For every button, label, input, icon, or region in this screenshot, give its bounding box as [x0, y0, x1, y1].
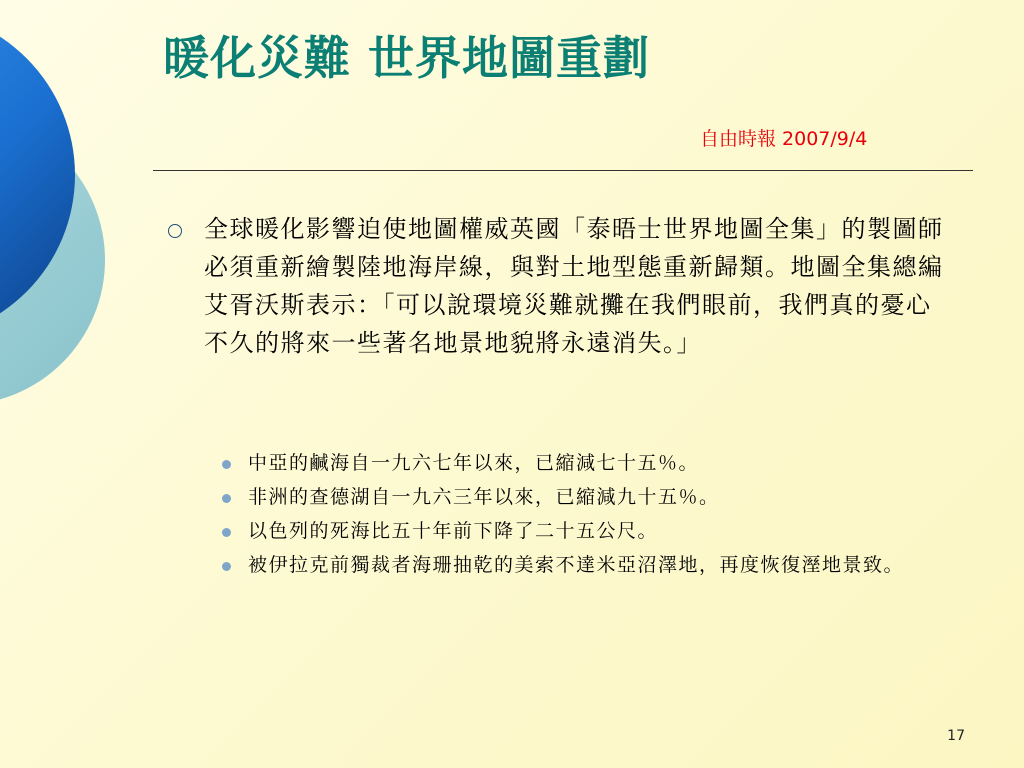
source-citation: 自由時報 2007/9/4	[700, 128, 868, 150]
sub-bullet-item	[218, 516, 958, 547]
sub-bullet-item	[218, 550, 958, 581]
dot-bullet-icon	[222, 562, 231, 571]
sub-bullet-item	[218, 448, 958, 479]
dot-bullet-icon	[222, 494, 231, 503]
dot-bullet-icon	[222, 528, 231, 537]
page-number: 17	[947, 728, 965, 744]
sub-bullet-list	[218, 448, 958, 584]
decorative-circles	[0, 0, 120, 430]
title-divider	[153, 170, 973, 171]
sub-bullet-text: 非洲的查德湖自一九六三年以來，已縮減九十五％。	[248, 486, 720, 508]
sub-bullet-item	[218, 482, 958, 513]
sub-bullet-text: 以色列的死海比五十年前下降了二十五公尺。	[248, 520, 659, 542]
sub-bullet-text: 被伊拉克前獨裁者海珊抽乾的美索不達米亞沼澤地，再度恢復溼地景致。	[248, 554, 905, 576]
slide-title: 暖化災難 世界地圖重劃	[163, 31, 651, 85]
main-bullet-item	[168, 210, 958, 362]
dot-bullet-icon	[222, 460, 231, 469]
main-bullet-text: 全球暖化影響迫使地圖權威英國「泰晤士世界地圖全集」的製圖師必須重新繪製陸地海岸線，與對土地型態重新歸類。地圖全集總編艾胥沃斯表示：「可以說環境災難就攤在我們眼前，我們真的憂心不久的將來一些著名地景地貌將永遠消失。」	[204, 215, 944, 357]
sub-bullet-text: 中亞的鹹海自一九六七年以來，已縮減七十五％。	[248, 452, 700, 474]
hollow-circle-bullet-icon	[168, 224, 182, 238]
